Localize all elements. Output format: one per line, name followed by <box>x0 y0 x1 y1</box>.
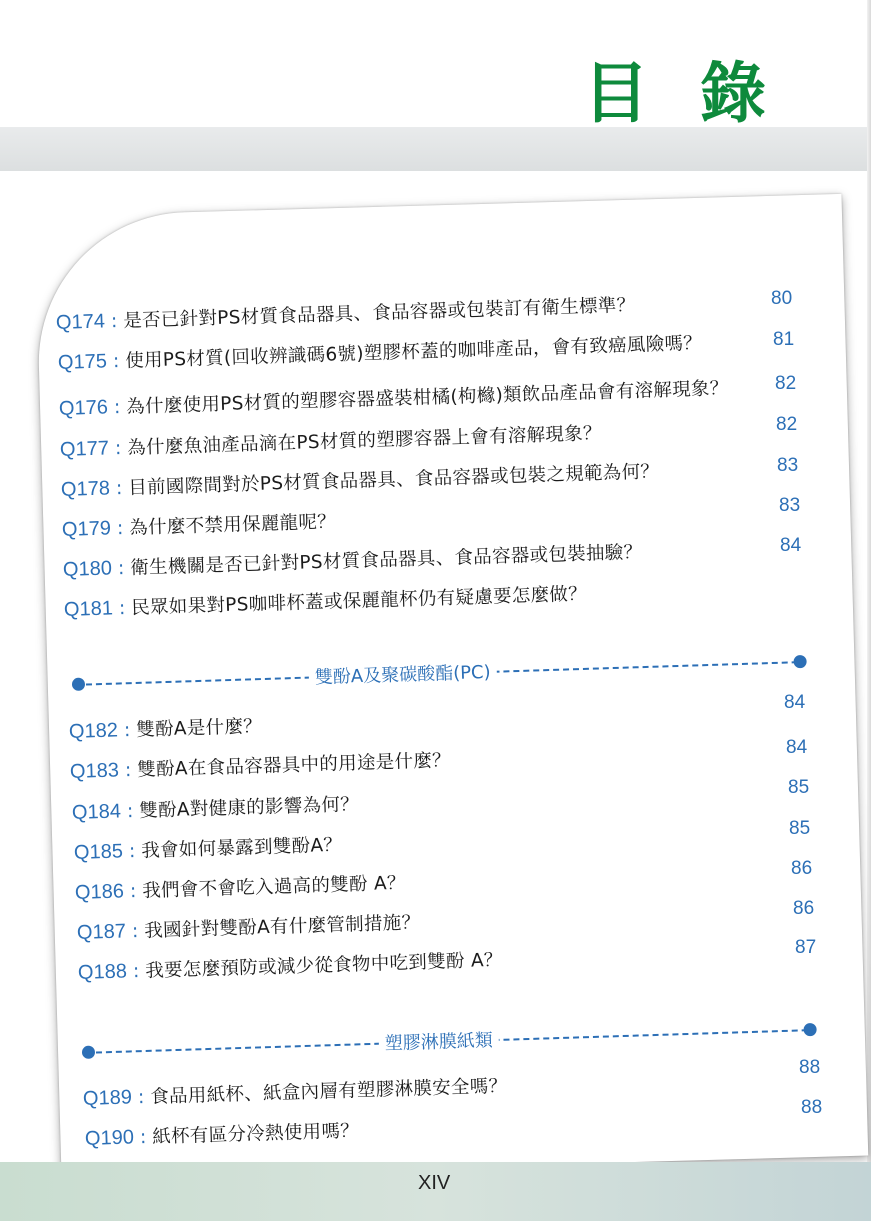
question-number: Q190 <box>84 1126 135 1150</box>
question-text: 為什麼使用PS材質的塑膠容器盛裝柑橘(枸櫞)類飲品產品會有溶解現象？ <box>125 377 729 418</box>
question-text: 目前國際間對於PS材質食品器具、食品容器或包裝之規範為何？ <box>127 461 660 499</box>
page-number: 84 <box>786 737 808 758</box>
toc-entry[interactable]: Q180 : 衛生機關是否已針對PS材質食品器具、食品容器或包裝抽驗？ <box>62 541 643 581</box>
question-number: Q178 <box>60 477 111 501</box>
toc-entry[interactable]: Q189 : 食品用紙杯、紙盒內層有塑膠淋膜安全嗎？ <box>82 1075 508 1110</box>
question-text: 民眾如果對PS咖啡杯蓋或保麗龍杯仍有疑慮要怎麼做？ <box>130 583 588 619</box>
page-number: 83 <box>779 495 801 516</box>
section-dot-icon <box>803 1023 816 1036</box>
question-text: 雙酚A在食品容器具中的用途是什麼？ <box>136 750 452 781</box>
page-number: 82 <box>776 414 798 435</box>
page-label: XIV <box>418 1172 451 1194</box>
toc-entry[interactable]: Q183 : 雙酚A在食品容器具中的用途是什麼？ <box>69 750 452 783</box>
question-number: Q174 <box>55 310 106 334</box>
question-number: Q183 <box>69 759 120 783</box>
toc-entry[interactable]: Q175 : 使用PS材質(回收辨識碼6號)塑膠杯蓋的咖啡產品，會有致癌風險嗎？ <box>57 332 703 374</box>
toc-entry[interactable]: Q178 : 目前國際間對於PS材質食品器具、食品容器或包裝之規範為何？ <box>60 461 660 501</box>
section-dot-icon <box>72 678 85 691</box>
question-text: 我會如何暴露到雙酚A？ <box>140 834 343 862</box>
page-number: 85 <box>788 777 810 798</box>
question-text: 是否已針對PS材質食品器具、食品容器或包裝訂有衛生標準？ <box>122 294 636 332</box>
page-number: 82 <box>775 373 797 394</box>
page-number: 83 <box>777 455 799 476</box>
toc-entry[interactable]: Q190 : 紙杯有區分冷熱使用嗎？ <box>84 1120 360 1150</box>
page-number: 81 <box>773 329 795 350</box>
page-number: 84 <box>780 535 802 556</box>
page-title: 目 錄 <box>583 55 780 132</box>
question-number: Q188 <box>77 960 128 984</box>
question-number: Q175 <box>57 350 108 374</box>
question-number: Q182 <box>68 719 119 743</box>
section-dot-icon <box>793 655 806 668</box>
page-number: 87 <box>795 937 817 958</box>
question-text: 雙酚A對健康的影響為何？ <box>138 793 360 822</box>
toc-entry[interactable]: Q188 : 我要怎麼預防或減少從食物中吃到雙酚 A？ <box>77 949 503 984</box>
toc-entry[interactable]: Q187 : 我國針對雙酚A有什麼管制措施？ <box>76 912 421 944</box>
page-number: 85 <box>789 818 811 839</box>
section-divider <box>72 647 818 700</box>
toc-entry[interactable]: Q177 : 為什麼魚油產品滴在PS材質的塑膠容器上會有溶解現象？ <box>59 422 603 461</box>
toc-entry[interactable]: Q181 : 民眾如果對PS咖啡杯蓋或保麗龍杯仍有疑慮要怎麼做？ <box>63 583 588 621</box>
page-number: 88 <box>799 1057 821 1078</box>
toc-entry[interactable]: Q176 : 為什麼使用PS材質的塑膠容器盛裝柑橘(枸櫞)類飲品產品會有溶解現象？ <box>58 377 729 420</box>
toc-entry[interactable]: Q186 : 我們會不會吃入過高的雙酚 A？ <box>74 872 407 904</box>
question-number: Q177 <box>59 437 110 461</box>
question-number: Q187 <box>76 920 127 944</box>
toc-entry[interactable]: Q185 : 我會如何暴露到雙酚A？ <box>73 834 343 864</box>
page-number: 88 <box>801 1097 823 1118</box>
question-number: Q179 <box>61 517 112 541</box>
question-text: 我們會不會吃入過高的雙酚 A？ <box>141 872 407 902</box>
toc-entry[interactable]: Q182 : 雙酚A是什麼？ <box>68 715 263 743</box>
page-number: 86 <box>793 898 815 919</box>
question-text: 為什麼不禁用保麗龍呢？ <box>128 511 337 539</box>
question-number: Q185 <box>73 840 124 864</box>
section-dot-icon <box>82 1046 95 1059</box>
question-number: Q186 <box>74 880 125 904</box>
section-divider <box>82 1015 828 1068</box>
question-number: Q184 <box>71 800 122 824</box>
question-text: 我要怎麼預防或減少從食物中吃到雙酚 A？ <box>144 949 503 982</box>
question-number: Q181 <box>63 597 114 621</box>
question-number: Q176 <box>58 396 109 420</box>
section-title: 雙酚A及聚碳酸酯(PC) <box>308 658 497 690</box>
section-title: 塑膠淋膜紙類 <box>378 1026 499 1056</box>
toc-entry[interactable]: Q179 : 為什麼不禁用保麗龍呢？ <box>61 511 337 541</box>
question-text: 紙杯有區分冷熱使用嗎？ <box>151 1120 360 1148</box>
toc-entry[interactable]: Q184 : 雙酚A對健康的影響為何？ <box>71 793 360 824</box>
question-text: 食品用紙杯、紙盒內層有塑膠淋膜安全嗎？ <box>149 1075 508 1108</box>
question-text: 雙酚A是什麼？ <box>135 715 263 741</box>
question-text: 衛生機關是否已針對PS材質食品器具、食品容器或包裝抽驗？ <box>129 541 643 579</box>
page-number: 84 <box>784 692 806 713</box>
question-number: Q180 <box>62 557 113 581</box>
question-text: 使用PS材質(回收辨識碼6號)塑膠杯蓋的咖啡產品，會有致癌風險嗎？ <box>124 332 703 372</box>
question-text: 我國針對雙酚A有什麼管制措施？ <box>143 912 421 942</box>
question-text: 為什麼魚油產品滴在PS材質的塑膠容器上會有溶解現象？ <box>126 422 603 459</box>
question-number: Q189 <box>82 1086 133 1110</box>
toc-entry[interactable]: Q174 : 是否已針對PS材質食品器具、食品容器或包裝訂有衛生標準？ <box>55 294 636 334</box>
page-number: 86 <box>791 858 813 879</box>
page-number: 80 <box>771 288 793 309</box>
